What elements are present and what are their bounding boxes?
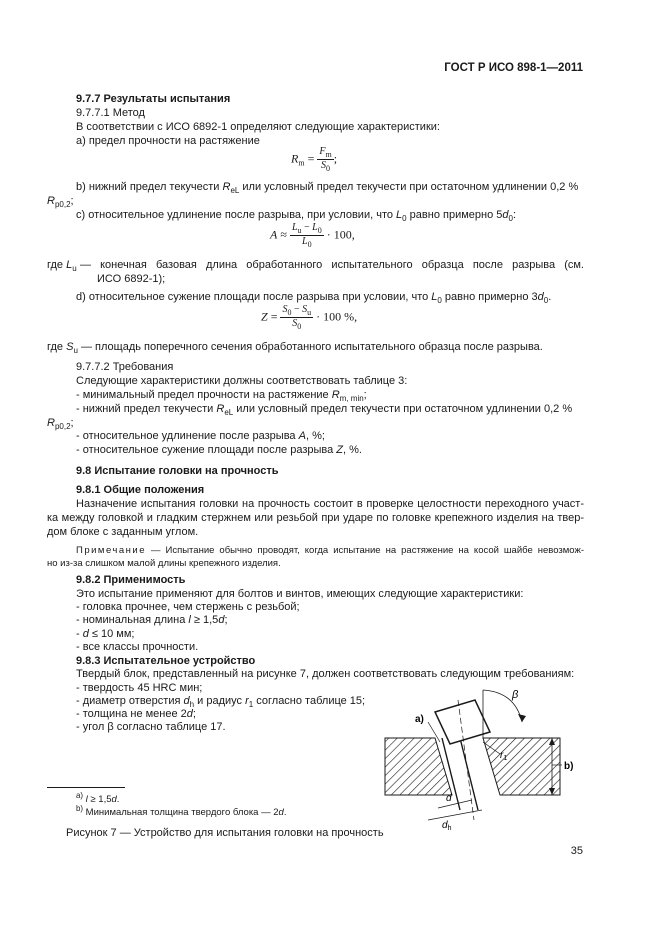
req-item-1: - минимальный предел прочности на растяжение $R_{m, min}$; xyxy=(76,389,367,404)
req-intro: Следующие характеристики должны соответствовать таблице 3: xyxy=(76,375,408,387)
note-line-1: Примечание — Испытание обычно проводят, когда испытание на растяжение на косой шайбе невозмож- xyxy=(76,545,584,556)
s981-line-1: Назначение испытания головки на прочность состоит в проверке целостности переходного участ- xyxy=(76,498,584,510)
s982-item-1: - головка прочнее, чем стержень с резьбой; xyxy=(76,601,300,613)
where-lu-text-cont: ИСО 6892-1); xyxy=(97,273,166,285)
label-b: b) xyxy=(564,761,574,772)
section-9-7-7-1-title: 9.7.7.1 Метод xyxy=(76,107,145,119)
page-number: 35 xyxy=(570,845,583,857)
figure-caption: Рисунок 7 — Устройство для испытания головки на прочность xyxy=(66,827,384,839)
section-9-8-2-title: 9.8.2 Применимость xyxy=(76,574,186,586)
formula-a: A ≈ $\frac{L_u - L_0}{L_0}$ · 100, xyxy=(270,222,355,249)
section-9-7-7-title: 9.7.7 Результаты испытания xyxy=(76,93,231,105)
r1-label: $r_1$ xyxy=(500,750,508,762)
s983-intro: Твердый блок, представленный на рисунке 7, должен соответствовать следующим требованиям: xyxy=(76,668,575,680)
figure-7-drawing xyxy=(380,670,590,840)
formula-rm: $R_m$ = $\frac{F_m}{S_0}$ ; xyxy=(291,146,338,173)
block-left xyxy=(385,738,452,795)
item-d: d) относительное сужение площади после разрыва при условии, что $L_0$ равно примерно $3d_0$. xyxy=(76,291,552,306)
arrow-icon xyxy=(518,714,526,722)
s982-item-4: - все классы прочности. xyxy=(76,641,199,653)
s983-item-3: - толщина не менее 2d; xyxy=(76,708,196,720)
item-b-cont: $R_{p0,2}$; xyxy=(47,195,74,210)
where-lu-text: — конечная базовая длина обработанного испытательного образца после разрыва (см. xyxy=(80,259,584,271)
section-9-8-1-title: 9.8.1 Общие положения xyxy=(76,484,205,496)
s982-item-2: - номинальная длина l ≥ 1,5d; xyxy=(76,614,228,626)
intro-text: В соответствии с ИСО 6892-1 определяют следующие характеристики: xyxy=(76,121,440,133)
s981-line-2: ка между головкой и гладким стержнем или резьбой при ударе по головке крепежного изделия на твер- xyxy=(47,512,584,524)
footnote-a: $^{a)}$ l ≥ 1,5d. xyxy=(76,791,120,806)
s983-item-4: - угол β согласно таблице 17. xyxy=(76,721,226,733)
footnote-separator xyxy=(47,787,125,788)
document-header: ГОСТ Р ИСО 898-1—2011 xyxy=(444,62,583,74)
req-item-2-cont: $R_{p0,2}$; xyxy=(47,417,74,432)
label-a: a) xyxy=(415,714,424,725)
section-9-8-3-title: 9.8.3 Испытательное устройство xyxy=(76,655,256,667)
where-lu-lead: где $L_u$ xyxy=(47,259,77,274)
s983-item-1: - твердость 45 HRC мин; xyxy=(76,682,203,694)
block-right xyxy=(483,738,560,795)
item-a: а) предел прочности на растяжение xyxy=(76,135,260,147)
dh-label: $d_h$ xyxy=(442,820,452,832)
d-dimension xyxy=(438,800,472,808)
note-line-2: но из-за слишком малой длины крепежного изделия. xyxy=(47,558,281,569)
s981-line-3: дом блоке с заданным углом. xyxy=(47,526,199,538)
item-c: с) относительное удлинение после разрыва, при условии, что $L_0$ равно примерно $5d_0$: xyxy=(76,209,517,224)
s982-intro: Это испытание применяют для болтов и винтов, имеющих следующие характеристики: xyxy=(76,588,524,600)
bolt-head xyxy=(435,700,490,744)
section-9-7-7-2-title: 9.7.7.2 Требования xyxy=(76,361,174,373)
s983-item-2: - диаметр отверстия $d_h$ и радиус $r_1$ согласно таблице 15; xyxy=(76,695,366,710)
beta-label: β xyxy=(512,689,519,701)
req-item-4: - относительное сужение площади после разрыва Z, %. xyxy=(76,444,362,456)
formula-z: Z = $\frac{S_0 - S_u}{S_0}$ · 100 %, xyxy=(261,304,358,331)
item-b: b) нижний предел текучести $R_{eL}$ или условный предел текучести при остаточном удлинении 0,2 % xyxy=(76,181,579,196)
d-label: d xyxy=(446,793,452,804)
s982-item-3: - d ≤ 10 мм; xyxy=(76,628,135,640)
section-9-8-title: 9.8 Испытание головки на прочность xyxy=(76,465,279,477)
footnote-b: $^{b)}$ Минимальная толщина твердого блока — 2d. xyxy=(76,804,287,819)
where-su: где $S_u$ — площадь поперечного сечения обработанного испытательного образца после разрыва. xyxy=(47,341,543,356)
req-item-2: - нижний предел текучести $R_{eL}$ или условный предел текучести при остаточном удлинении 0,2 % xyxy=(76,403,573,418)
req-item-3: - относительное удлинение после разрыва A, %; xyxy=(76,430,325,442)
